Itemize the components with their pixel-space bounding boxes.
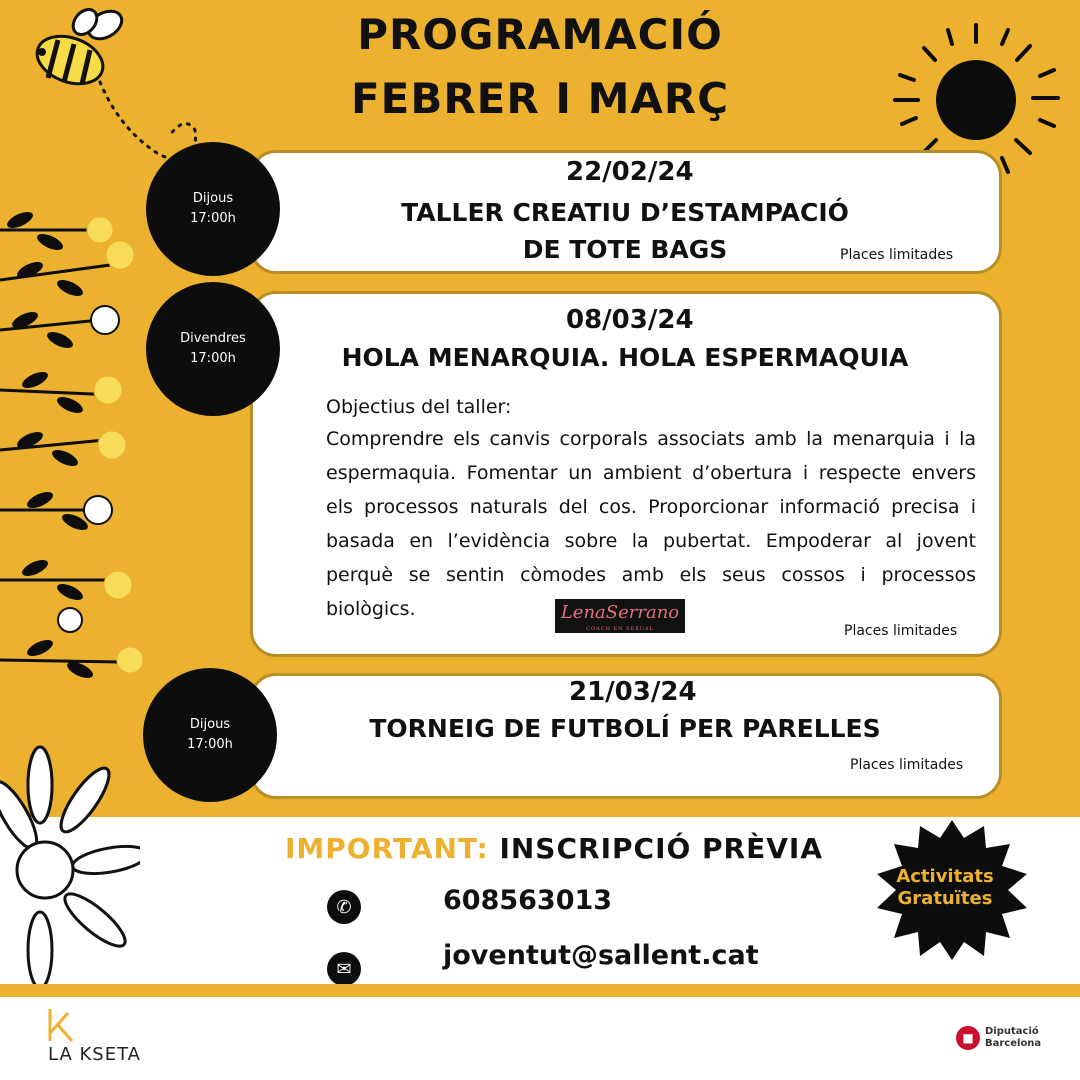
event-3-title: TORNEIG DE FUTBOLÍ PER PARELLES xyxy=(369,714,881,743)
email-address[interactable]: joventut@sallent.cat xyxy=(443,940,759,971)
event-1-places: Places limitades xyxy=(840,247,954,263)
badge-line2: Gratuïtes xyxy=(897,888,993,909)
lena-serrano-logo xyxy=(555,599,685,633)
event-3-places: Places limitades xyxy=(850,757,964,773)
footer xyxy=(0,997,1080,1080)
page-title-line1: PROGRAMACIÓ xyxy=(357,10,723,59)
event-2-places: Places limitades xyxy=(844,623,958,639)
event-1-time: 17:00h xyxy=(190,211,236,226)
diputacio-logo-icon: ■ xyxy=(956,1026,980,1050)
event-1-title-line1: TALLER CREATIU D’ESTAMPACIÓ xyxy=(401,198,849,227)
event-2-time-badge xyxy=(146,282,280,416)
event-1-title-line2: DE TOTE BAGS xyxy=(522,235,728,264)
important-notice xyxy=(285,832,823,865)
mail-icon: ✉ xyxy=(327,952,361,986)
daisy-front-illustration xyxy=(0,745,140,985)
page-title-line2: FEBRER I MARÇ xyxy=(350,74,730,123)
important-text: INSCRIPCIÓ PRÈVIA xyxy=(499,832,824,865)
event-3-date: 21/03/24 xyxy=(569,677,697,707)
important-label: IMPORTANT: xyxy=(285,832,489,865)
diputacio-line1: Diputació xyxy=(985,1026,1039,1037)
event-3-time-badge xyxy=(143,668,277,802)
badge-line1: Activitats xyxy=(896,866,994,887)
event-2-date: 08/03/24 xyxy=(566,305,694,335)
event-2-description-heading: Objectius del taller: xyxy=(326,396,512,418)
event-3-time: 17:00h xyxy=(187,737,233,752)
event-1-day: Dijous xyxy=(192,191,234,206)
lena-serrano-logo-subtext: COACH EN SEXUAL xyxy=(586,626,654,632)
event-1-date: 22/02/24 xyxy=(566,157,694,187)
phone-number[interactable]: 608563013 xyxy=(443,885,613,916)
flower-stems-illustration xyxy=(0,200,150,680)
event-1-time-badge xyxy=(146,142,280,276)
diputacio-line2: Barcelona xyxy=(985,1038,1042,1049)
event-2-day: Divendres xyxy=(180,331,246,346)
lena-serrano-logo-text: LenaSerrano xyxy=(560,602,680,623)
diputacio-logo-text xyxy=(985,1026,1041,1050)
event-3-day: Dijous xyxy=(189,717,231,732)
la-kseta-logo-text: LA KSETA xyxy=(48,1044,141,1065)
event-2-description: Comprendre els canvis corporals associats amb la menarquia i la espermaquia. Fomentar un ambient d’obertura i respecte envers els processos naturals del cos. Proporcionar informació precisa i basada en l’evidència sobre la pubertat. Empoderar al jovent perquè se sentin còmodes amb els seus cossos i processos biològics. xyxy=(326,428,976,620)
event-2-title: HOLA MENARQUIA. HOLA ESPERMAQUIA xyxy=(341,343,909,372)
whatsapp-icon: ✆ xyxy=(327,890,361,924)
event-2-time: 17:00h xyxy=(190,351,236,366)
yellow-divider xyxy=(0,984,1080,997)
free-activities-badge xyxy=(870,866,1020,910)
